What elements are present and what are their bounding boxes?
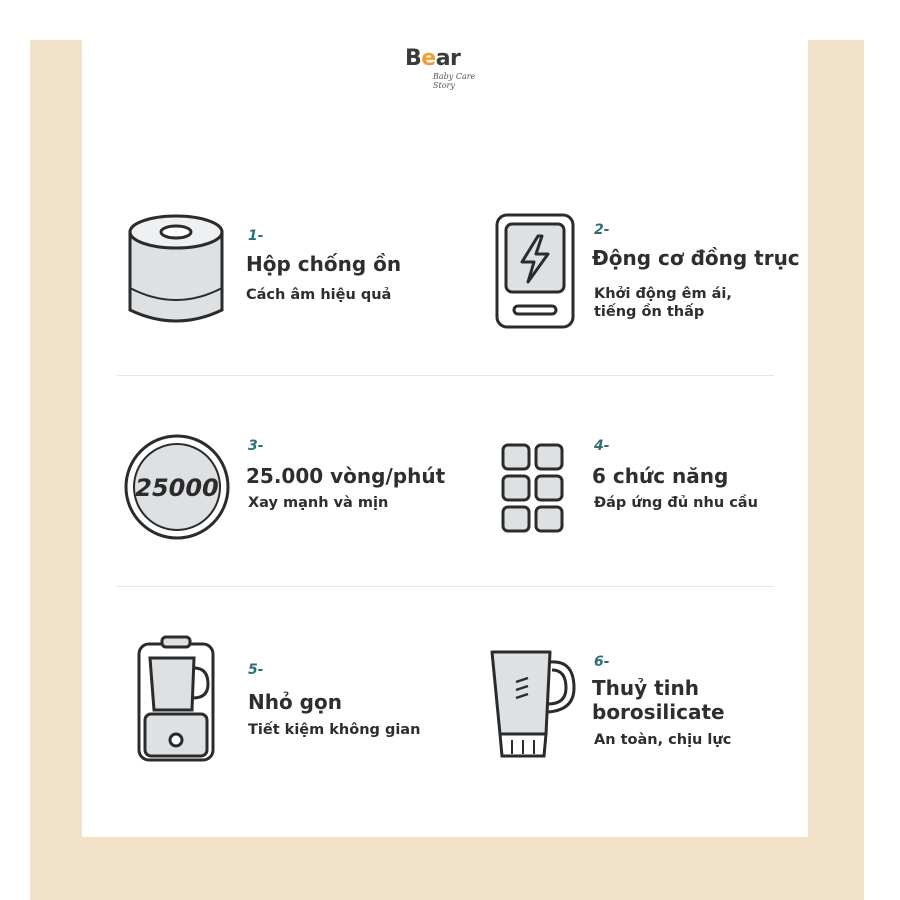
feature-title: Hộp chống ồn: [246, 252, 402, 276]
feature-title: Thuỷ tinh: [592, 676, 700, 700]
glass-jar-icon: [488, 648, 578, 764]
logo-wordmark: Bear: [405, 46, 461, 71]
feature-title: 25.000 vòng/phút: [246, 464, 446, 488]
feature-desc: An toàn, chịu lực: [594, 732, 732, 748]
feature-title: borosilicate: [592, 700, 725, 724]
feature-number: 5-: [248, 662, 264, 678]
feature-desc: Khởi động êm ái,: [594, 286, 732, 302]
blender-icon: [136, 634, 216, 768]
sound-proof-cover-icon: [124, 210, 228, 334]
feature-number: 4-: [594, 438, 610, 454]
row-divider: [116, 375, 774, 376]
feature-title: 6 chức năng: [592, 464, 729, 488]
feature-desc: Đáp ứng đủ nhu cầu: [594, 495, 758, 511]
feature-number: 6-: [594, 654, 610, 670]
feature-desc: Tiết kiệm không gian: [248, 722, 421, 738]
row-divider: [116, 586, 774, 587]
feature-number: 2-: [594, 222, 610, 238]
feature-title: Nhỏ gọn: [248, 690, 342, 714]
six-grid-icon: [500, 442, 566, 538]
feature-number: 1-: [248, 228, 264, 244]
speed-badge-icon: [122, 432, 232, 546]
speed-badge-text: 25000: [135, 474, 219, 502]
feature-desc: Xay mạnh và mịn: [248, 495, 389, 511]
logo-tagline: Baby Care Story: [433, 72, 476, 90]
feature-desc: tiếng ồn thấp: [594, 304, 705, 320]
brand-logo: [405, 46, 495, 90]
battery-lightning-icon: [494, 212, 576, 336]
feature-title: Động cơ đồng trục: [592, 246, 800, 270]
feature-number: 3-: [248, 438, 264, 454]
feature-desc: Cách âm hiệu quả: [246, 287, 392, 303]
